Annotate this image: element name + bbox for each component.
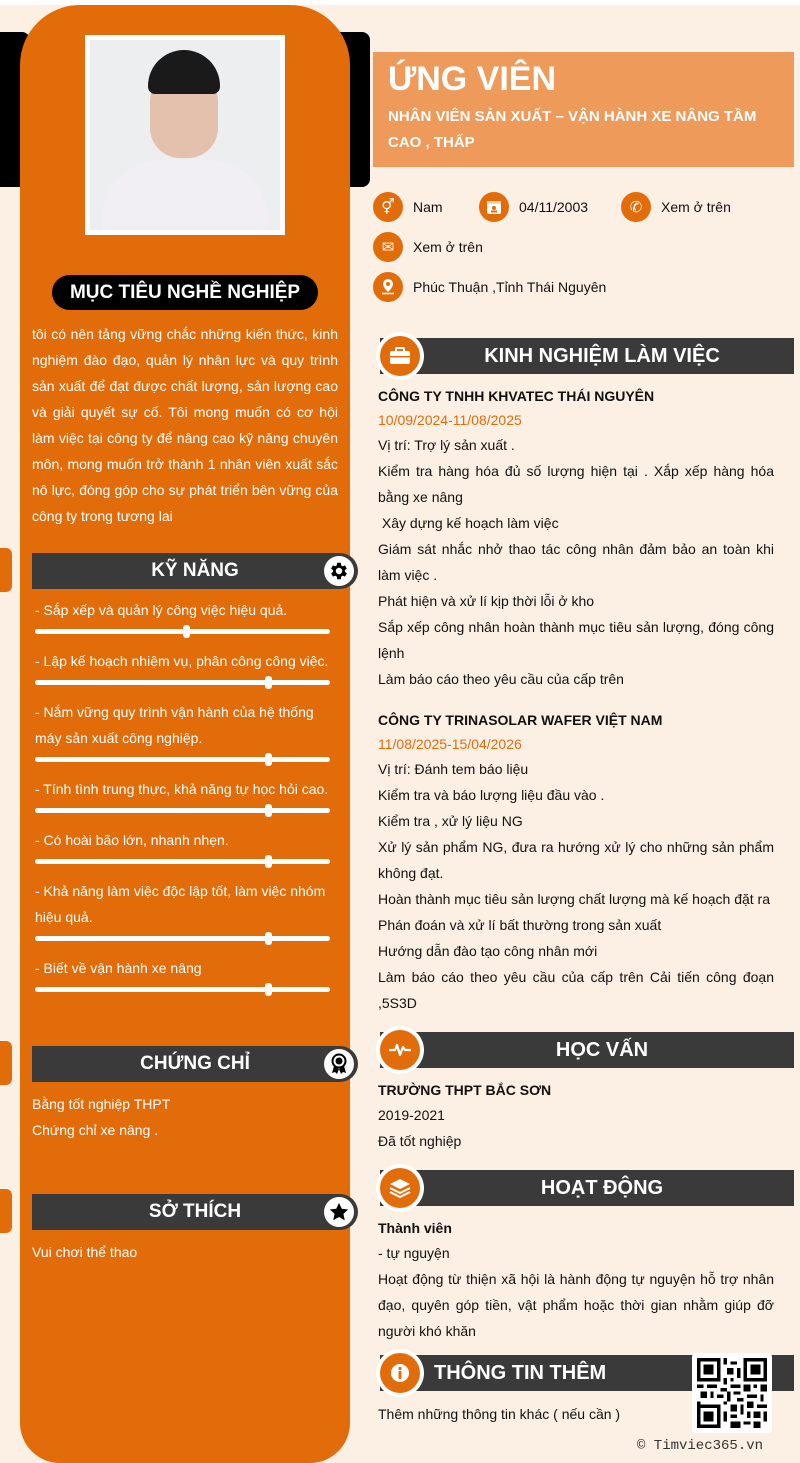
hobbies-list bbox=[32, 1239, 137, 1265]
additional-title: THÔNG TIN THÊM bbox=[434, 1361, 607, 1384]
education-years: 2019-2021 bbox=[378, 1107, 445, 1123]
certificates-title: CHỨNG CHỈ bbox=[140, 1053, 250, 1074]
candidate-name: ỨNG VIÊN bbox=[388, 60, 557, 98]
skills-header bbox=[32, 553, 358, 589]
skill-item: - Sắp xếp và quản lý công việc hiệu quả. bbox=[35, 597, 335, 634]
skill-bar bbox=[35, 680, 330, 685]
job-date: 10/09/2024-11/08/2025 bbox=[378, 412, 522, 428]
activities-title: HOẠT ĐỘNG bbox=[540, 1176, 664, 1199]
skills-title: KỸ NĂNG bbox=[151, 560, 239, 581]
job-entry: CÔNG TY TRINASOLAR WAFER VIỆT NAM 11/08/2025-15/04/2026 Vị trí: Đánh tem báo liệu Kiểm tra và báo lượng liệu đầu vào . Kiểm tra , xử lý liệu NG Xử lý sản phẩm NG, đưa ra hướng xử lý cho những sản phẩm không đạt. Hoàn thành mục tiêu sản lượng chất lượng mà kế hoạch đặt ra Phán đoán và xử lí bất thường trong sản xuất Hướng dẫn đào tạo công nhân mới Làm báo cáo theo yêu cầu của cấp trên Cải tiến công đoạn ,5S3D bbox=[378, 708, 774, 1016]
avatar-photo bbox=[85, 35, 285, 235]
skill-bar bbox=[35, 987, 330, 992]
header-box bbox=[373, 52, 794, 167]
job-title: NHÂN VIÊN SẢN XUẤT – VẬN HÀNH XE NÂNG TẦM CAO , THẤP bbox=[388, 108, 757, 151]
job-entry: CÔNG TY TNHH KHVATEC THÁI NGUYÊN 10/09/2024-11/08/2025 Vị trí: Trợ lý sản xuất . Kiểm tra hàng hóa đủ số lượng hiện tại . Xắp xếp hàng hóa bằng xe nâng Xây dựng kế hoạch làm việc Giám sát nhắc nhở thao tác công nhân đảm bảo an toàn khi làm việc . Phát hiện và xử lí kịp thời lỗi ở kho Sắp xếp công nhân hoàn thành mục tiêu sản lượng, đóng công lệnh Làm báo cáo theo yêu cầu của cấp trên bbox=[378, 384, 774, 692]
objective-text: tôi có nên tảng vững chắc những kiến thức, kinh nghiệm đào đạo, quản lý nhân lực và quy trình sản xuất để đạt được chất lượng, sản lượng cao và giải quyết sự cố. Tôi mong muốn có cơ hội làm việc tại công ty để nâng cao kỹ năng chuyên môn, mong muốn trở thành 1 nhân viên xuất sắc nô lực, đóng góp cho sự phát triển bên vững của công ty trong tương lai bbox=[32, 326, 338, 524]
skill-item: - Biết về vận hành xe nâng bbox=[35, 955, 335, 992]
layers-icon bbox=[376, 1164, 424, 1212]
job-date: 11/08/2025-15/04/2026 bbox=[378, 736, 522, 752]
calendar-icon bbox=[479, 192, 509, 222]
skill-bar bbox=[35, 936, 330, 941]
activity-role: Thành viên bbox=[378, 1220, 452, 1236]
skill-bar bbox=[35, 757, 330, 762]
certificates-list bbox=[32, 1091, 170, 1143]
mail-icon: ✉ bbox=[373, 232, 403, 262]
objective-title: MỤC TIÊU NGHỀ NGHIỆP bbox=[52, 275, 318, 310]
hobby-item: Vui chơi thể thao bbox=[32, 1244, 138, 1260]
award-icon bbox=[324, 1049, 354, 1079]
contact-birthday: 04/11/2003 bbox=[479, 192, 588, 222]
company-name: CÔNG TY TNHH KHVATEC THÁI NGUYÊN bbox=[378, 388, 655, 404]
star-icon bbox=[324, 1197, 354, 1227]
experience-title: KINH NGHIỆM LÀM VIỆC bbox=[484, 344, 720, 367]
hobbies-header bbox=[32, 1194, 358, 1230]
contact-email: ✉ Xem ở trên bbox=[373, 232, 483, 262]
skills-list bbox=[35, 597, 335, 1006]
certificate-item: Chứng chỉ xe nâng . bbox=[32, 1122, 159, 1138]
activities-header bbox=[380, 1170, 794, 1206]
education-title: HỌC VẤN bbox=[555, 1038, 649, 1061]
skill-bar bbox=[35, 629, 330, 634]
education-status: Đã tốt nghiệp bbox=[378, 1133, 462, 1149]
contact-gender: ⚥ Nam bbox=[373, 192, 443, 222]
decor-side-tab bbox=[0, 1041, 12, 1085]
education-entry bbox=[378, 1078, 774, 1154]
skill-item: - Khả năng làm việc độc lập tốt, làm việc nhóm hiệu quả. bbox=[35, 878, 335, 941]
location-pin-icon bbox=[373, 272, 403, 302]
skill-item: - Nắm vững quy trình vận hành của hệ thống máy sản xuất công nghiệp. bbox=[35, 699, 335, 762]
hobbies-title: SỞ THÍCH bbox=[148, 1201, 242, 1222]
watermark: © Timviec365.vn bbox=[637, 1438, 764, 1454]
contact-phone: ✆ Xem ở trên bbox=[621, 192, 731, 222]
school-name: TRƯỜNG THPT BẮC SƠN bbox=[378, 1082, 552, 1098]
briefcase-icon bbox=[376, 332, 424, 380]
left-column bbox=[20, 5, 350, 1463]
skill-bar bbox=[35, 808, 330, 813]
skill-item: - Tính tình trung thực, khả năng tự học hỏi cao. bbox=[35, 776, 335, 813]
phone-icon: ✆ bbox=[621, 192, 651, 222]
skill-item: - Lập kế hoạch nhiệm vụ, phân công công việc. bbox=[35, 648, 335, 685]
decor-side-tab bbox=[0, 548, 12, 592]
gear-icon bbox=[324, 556, 354, 586]
skill-bar bbox=[35, 859, 330, 864]
contact-address: Phúc Thuận ,Tỉnh Thái Nguyên bbox=[373, 272, 606, 302]
info-icon bbox=[376, 1349, 424, 1397]
decor-side-tab bbox=[0, 1189, 12, 1233]
gender-icon: ⚥ bbox=[373, 192, 403, 222]
qr-code bbox=[692, 1353, 772, 1433]
pulse-icon bbox=[376, 1026, 424, 1074]
skill-item: - Có hoài bão lớn, nhanh nhẹn. bbox=[35, 827, 335, 864]
certificates-header bbox=[32, 1046, 358, 1082]
company-name: CÔNG TY TRINASOLAR WAFER VIỆT NAM bbox=[378, 712, 663, 728]
activity-entry: Thành viên - tự nguyện Hoạt động từ thiện xã hội là hành động tự nguyện hỗ trợ nhân đạo, quyên góp tiền, vật phẩm hoặc thời gian nhằm giúp đỡ người khó khăn bbox=[378, 1216, 774, 1344]
education-header bbox=[380, 1032, 794, 1068]
additional-text: Thêm những thông tin khác ( nếu cần ) bbox=[378, 1406, 621, 1422]
experience-header bbox=[380, 338, 794, 374]
certificate-item: Bằng tốt nghiệp THPT bbox=[32, 1096, 171, 1112]
